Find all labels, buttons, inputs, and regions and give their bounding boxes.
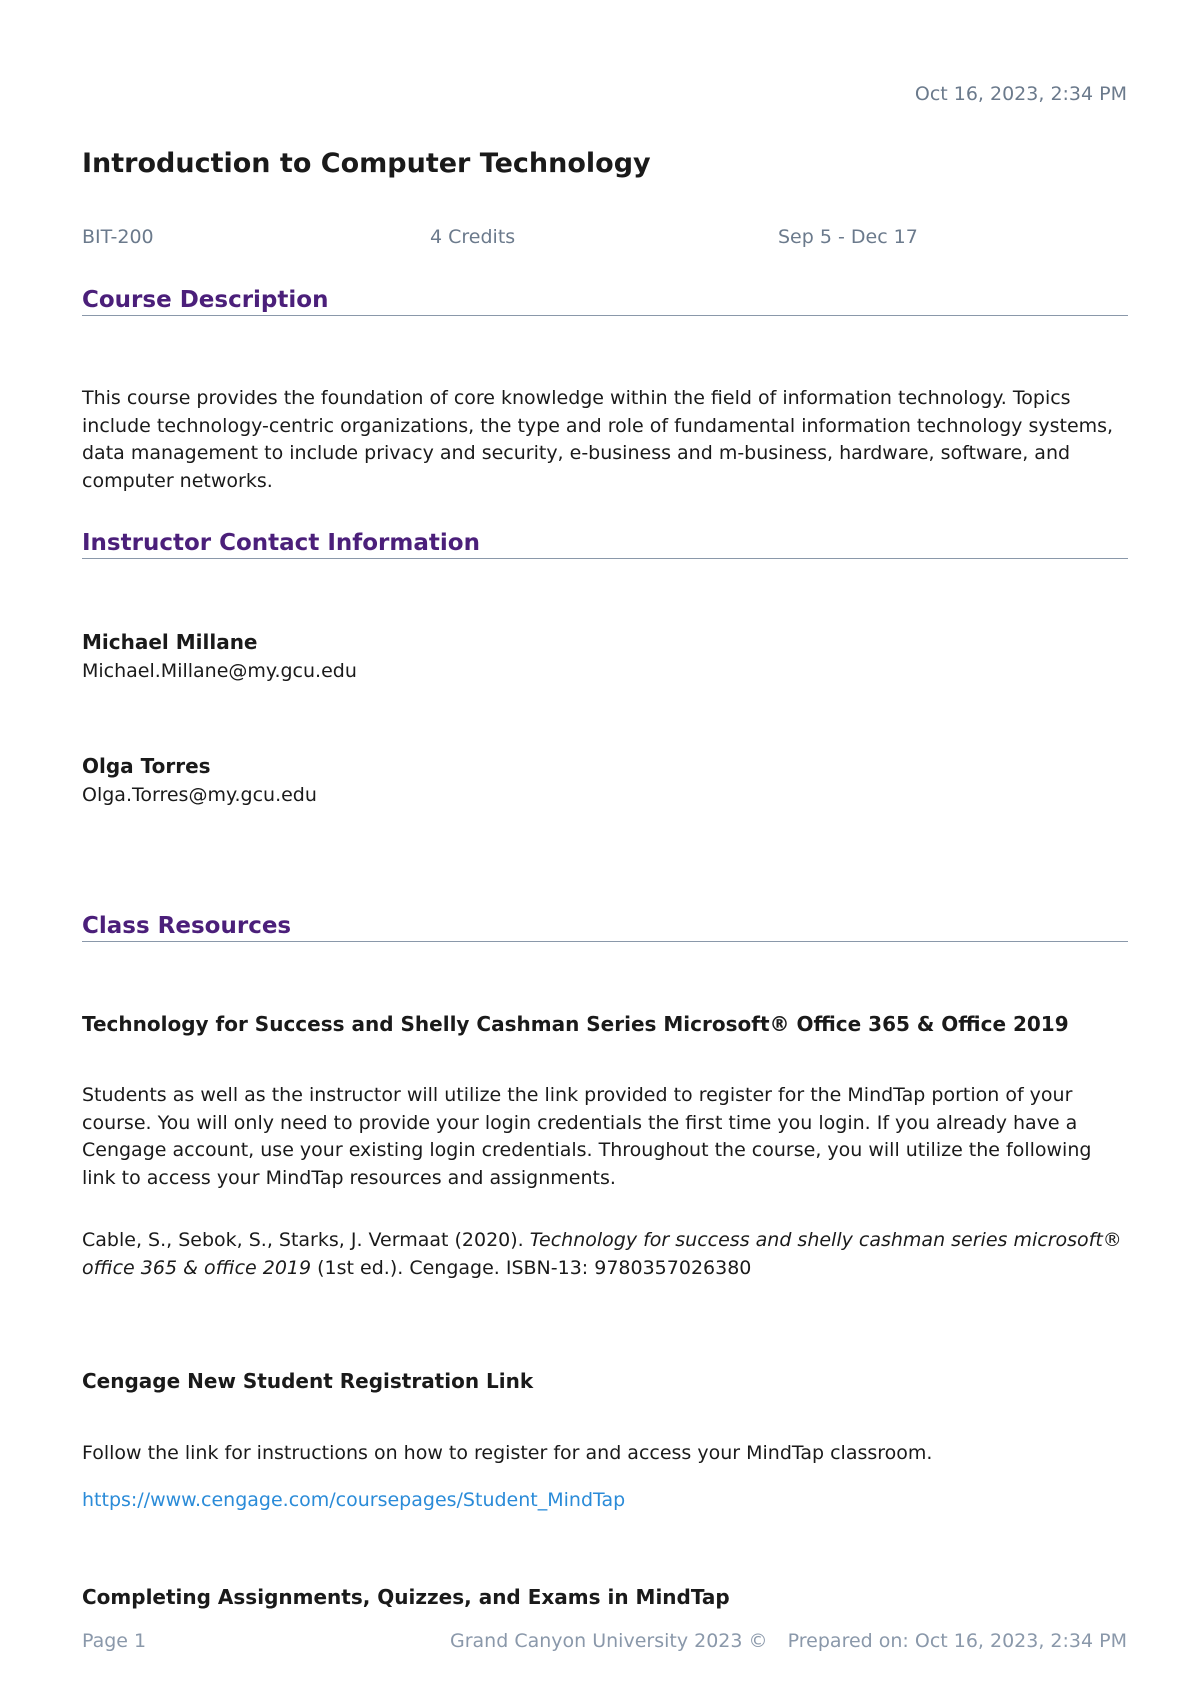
instructor-email[interactable]: Olga.Torres@my.gcu.edu xyxy=(82,784,317,806)
course-credits: 4 Credits xyxy=(430,226,516,248)
course-dates: Sep 5 - Dec 17 xyxy=(778,226,918,248)
instructor-email[interactable]: Michael.Millane@my.gcu.edu xyxy=(82,660,357,682)
textbook-citation xyxy=(82,1227,1128,1282)
instructor-name: Michael Millane xyxy=(82,630,258,654)
course-code: BIT-200 xyxy=(82,226,154,248)
registration-heading: Cengage New Student Registration Link xyxy=(82,1369,534,1393)
class-resources-heading: Class Resources xyxy=(82,913,1128,942)
page-number: Page 1 xyxy=(82,1630,147,1652)
citation-details: (1st ed.). Cengage. ISBN-13: 9780357026380 xyxy=(311,1256,752,1279)
instructor-contact-heading: Instructor Contact Information xyxy=(82,530,1128,559)
course-description-heading: Course Description xyxy=(82,287,1128,316)
prepared-date: Prepared on: Oct 16, 2023, 2:34 PM xyxy=(787,1630,1127,1652)
copyright-notice: Grand Canyon University 2023 © xyxy=(450,1630,768,1652)
registration-text: Follow the link for instructions on how to register for and access your MindTap classroom. xyxy=(82,1442,933,1464)
citation-authors: Cable, S., Sebok, S., Starks, J. Vermaat (2020). xyxy=(82,1229,530,1251)
textbook-title: Technology for Success and Shelly Cashman Series Microsoft® Office 365 & Office 2019 xyxy=(82,1012,1069,1036)
textbook-instructions: Students as well as the instructor will utilize the link provided to register for the MindTap portion of your course. You will only need to provide your login credentials the first time you login. If you already have a Cengage account, use your existing login credentials. Throughout the course, you will utilize the following link to access your MindTap resources and assignments. xyxy=(82,1084,1092,1189)
instructor-name: Olga Torres xyxy=(82,754,211,778)
citation-title: Technology for success and shelly cashman series microsoft® office 365 & office 2019 xyxy=(82,1229,1122,1279)
assignments-heading: Completing Assignments, Quizzes, and Exams in MindTap xyxy=(82,1585,730,1609)
registration-link[interactable]: https://www.cengage.com/coursepages/Student_MindTap xyxy=(82,1489,626,1511)
course-title: Introduction to Computer Technology xyxy=(82,148,651,179)
course-description-text: This course provides the foundation of core knowledge within the field of information technology. Topics include technology-centric organizations, the type and role of fundamental information technology systems, data management to include privacy and security, e-business and m-business, hardware, software, and computer networks. xyxy=(82,387,1114,492)
print-timestamp: Oct 16, 2023, 2:34 PM xyxy=(914,83,1127,105)
